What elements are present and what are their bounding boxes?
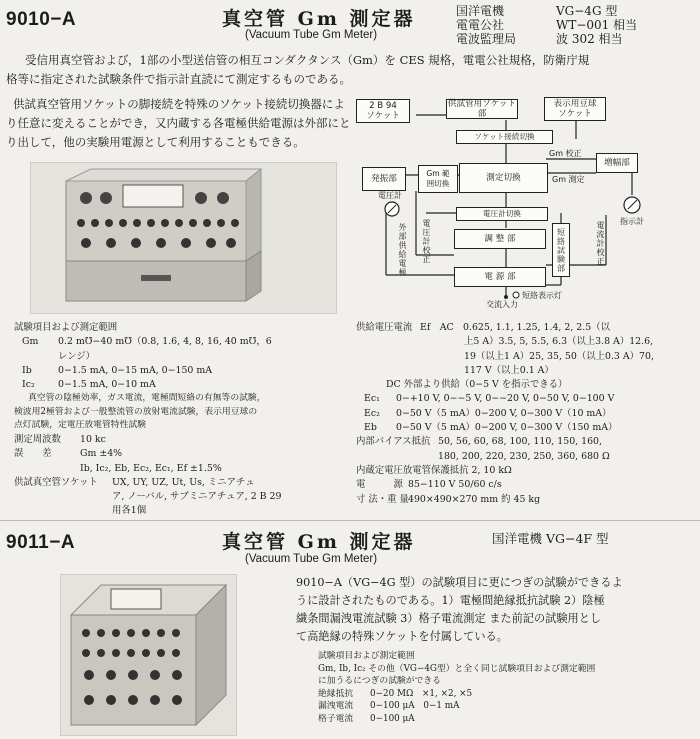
spec-value: DC 外部より供給（0−5 V を指示できる） [386,379,568,391]
block-adjustment: 調 整 部 [454,229,546,249]
maker-value: VG−4G 型 [556,4,618,18]
maker-org: 電波監理局 [456,32,517,46]
spec-key [14,504,112,518]
label-indicator-meter: 指示計 [620,217,644,226]
spec-value: 19（以上1 A）25, 35, 50（以上0.3 A）70, [464,350,654,362]
spec-title: 試験項目および測定範囲 [14,322,118,333]
spec-value: 真空管の陰極効率，ガス電流，電極間短絡の有無等の試験， [28,393,266,404]
spec-value: 117 V（以上0.1 A） [464,364,554,376]
spec-value: Ef AC 0.625, 1.1, 1.25, 1.4, 2, 2.5（以 [420,322,610,333]
spec-value: UX, UY, UZ, Ut, Us, ミニアチュ [112,476,255,488]
label-ac-input: 交流入力 [486,300,518,309]
spec-key: 絶縁抵抗 [318,688,354,699]
spec-key [14,462,80,476]
block-test-socket: 供試管用ソケット部 [447,99,517,119]
block-short-test: 短絡試験部 [552,223,570,277]
product-photo-9010a [30,162,337,314]
spec-key: 電 源 [356,479,403,491]
spec-value: 検波用2極管および一般整流管の放射電流試験，表示用豆球の [14,406,258,417]
desc-line: うに設計されたものである。1）電極間絶縁抵抗試験 2）陰極 [296,594,605,607]
spec-key: 誤 差 [14,448,52,460]
spec-value: 0−1.5 mA, 0−15 mA, 0−150 mA [58,364,213,376]
spec-key: 供試真空管ソケット [14,476,98,488]
block-oscillator: 発振部 [362,167,406,191]
maker-table-9010a [456,4,696,46]
spec-key: Gm [22,336,39,348]
spec-key: 格子電流 [318,713,354,724]
spec-right-9010a [356,321,696,507]
product-title-9010a: 真空管 Gm 測定器 [222,8,416,30]
model-number-9011a: 9011−A [6,532,76,553]
spec-left-9010a [14,321,350,519]
spec-line: Gm, Ib, Ic₂ その他（VG−4G型）と全く同じ試験項目および測定範囲 [318,663,596,674]
label-external-supply: 外部供給電極 [398,223,407,277]
label-voltmeter-calibration: 電圧計校正 [422,219,431,264]
block-voltmeter-switch: 電圧計切換 [456,207,548,221]
spec-title: 試験項目および測定範囲 [318,651,415,661]
spec-value: 85−110 V 50/60 c/s [408,479,502,491]
block-socket-switch: ソケット接続切換 [456,130,553,144]
spec-value: 0.2 m℧−40 m℧（0.8, 1.6, 4, 8, 16, 40 m℧，6 [58,336,272,348]
section-divider [0,520,700,521]
desc-line: 繊条間漏洩電流試験 3）格子電流測定 また前記の試験用とし [296,612,602,625]
product-photo-9011a [60,574,237,736]
spec-key: Ec₁ [364,393,380,405]
para-line: り任意に変えることができ，又内蔵する各電極供給電源は外部にと [6,116,351,130]
block-amplifier: 増幅部 [596,153,638,173]
desc-line: て高絶縁の特殊ソケットを付属している。 [296,630,508,643]
ac-input-terminal-icon [504,295,508,299]
short-lamp-icon [513,292,519,298]
spec-value: 0−100 μA 0−1 mA [370,701,460,711]
maker-value: 波 302 相当 [556,32,623,46]
spec-key [356,364,464,378]
socket-paragraph [6,95,366,152]
model-number-9010a: 9010−A [6,9,77,30]
spec-value: Ib, Ic₂, Eb, Ec₂, Ec₁, Ef ±1.5% [80,462,222,474]
label-current-meter-calibration: 電流計校正 [596,221,605,266]
tester-illustration [61,575,236,735]
desc-line: 9010−A（VG−4G 型）の試験項目に更につぎの試験ができるよ [296,576,623,589]
spec-key [14,350,58,364]
spec-value: 用各1個 [112,505,147,517]
spec-value: 内蔵定電圧放電管保護抵抗 2, 10 kΩ [356,464,512,476]
spec-value: 0−20 MΩ ×1, ×2, ×5 [370,688,473,699]
spec-value: 0−50 V（5 mA）0−200 V, 0−300 V（10 mA） [396,407,612,419]
spec-value: 0−100 μA [370,713,415,724]
spec-key: 供給電圧電流 [356,322,413,333]
para-line: 供試真空管用ソケットの脚接続を特殊のソケット接続切換器によ [13,97,345,111]
spec-value: Gm ±4% [80,448,123,460]
spec-key [14,392,28,406]
description-9011a [296,574,696,646]
block-power-supply: 電 源 部 [454,267,546,287]
spec-key: 内部バイアス抵抗 [356,436,431,448]
intro-line: 受信用真空管および，1部の小型送信管の相互コンダクタンス（Gm）を CES 規格，電電公社規格，防衛庁規 [25,53,590,67]
label-gm-calibration: Gm 校正 [549,149,582,158]
spec-value: 10 kc [80,433,106,445]
spec-value: 0−1.5 mA, 0−10 mA [58,379,156,391]
tester-illustration [31,163,336,313]
label-gm-measure: Gm 測定 [552,175,585,184]
spec-key [356,350,464,364]
spec-key [14,490,112,504]
block-diagram [356,95,656,310]
para-line: り出して，他の実験用電源として利用することもできる。 [6,135,305,149]
intro-line: 格等に指定された試験条件で指示計直読にて測定するものである。 [6,72,351,86]
product-subtitle-9011a: (Vacuum Tube Gm Meter) [245,553,378,565]
spec-value: 点灯試験，定電圧放電管特性試験 [14,420,146,431]
spec-value: 490×490×270 mm 約 45 kg [408,493,541,505]
maker-org: 電電公社 [456,18,505,32]
maker-value: WT−001 相当 [556,18,638,32]
spec-key: Ic₂ [22,379,35,391]
spec-key [356,450,438,464]
spec-value: ア, ノーバル, サブミニアチュア, 2 B 29 [112,491,282,503]
label-voltmeter: 電圧計 [378,191,402,200]
product-title-9011a: 真空管 Gm 測定器 [222,531,416,553]
block-gm-range-switch: Gm 範 囲切換 [418,165,458,193]
block-measurement-switch: 測定切換 [459,163,548,193]
maker-9011a: 国洋電機 VG−4F 型 [492,531,609,546]
spec-key: Eb [364,422,377,434]
spec-value: 0−+10 V, 0−−5 V, 0−−20 V, 0−50 V, 0−100 V [396,393,615,405]
block-2b94-socket: 2 B 94 ソケット [356,99,410,123]
label-short-indicator-lamp: 短絡表示灯 [522,291,562,300]
spec-value: 上5 A）3.5, 5, 5.5, 6.3（以上3.8 A）12.6, [464,336,654,348]
spec-line: に加うるにつぎの試験ができる [318,676,441,686]
spec-value: 0−50 V（5 mA）0−200 V, 0−300 V（150 mA） [396,422,618,434]
spec-key: Ec₂ [364,407,380,419]
product-subtitle-9010a: (Vacuum Tube Gm Meter) [245,29,378,41]
spec-value: 50, 56, 60, 68, 100, 110, 150, 160, [438,436,602,448]
spec-key: 漏洩電流 [318,701,354,711]
spec-key: 寸 法・重 量 [356,493,409,505]
spec-key [356,378,386,392]
spec-key: 測定周波数 [14,433,61,445]
spec-value: 180, 200, 220, 230, 250, 360, 680 Ω [438,450,610,462]
block-lamp-socket: 表示用豆球 ソケット [544,97,606,121]
intro-paragraph [6,51,696,89]
spec-key: Ib [22,364,32,376]
spec-value: レンジ） [58,350,96,362]
spec-9011a [318,650,696,725]
maker-org: 国洋電機 [456,4,505,18]
spec-key [356,335,464,349]
